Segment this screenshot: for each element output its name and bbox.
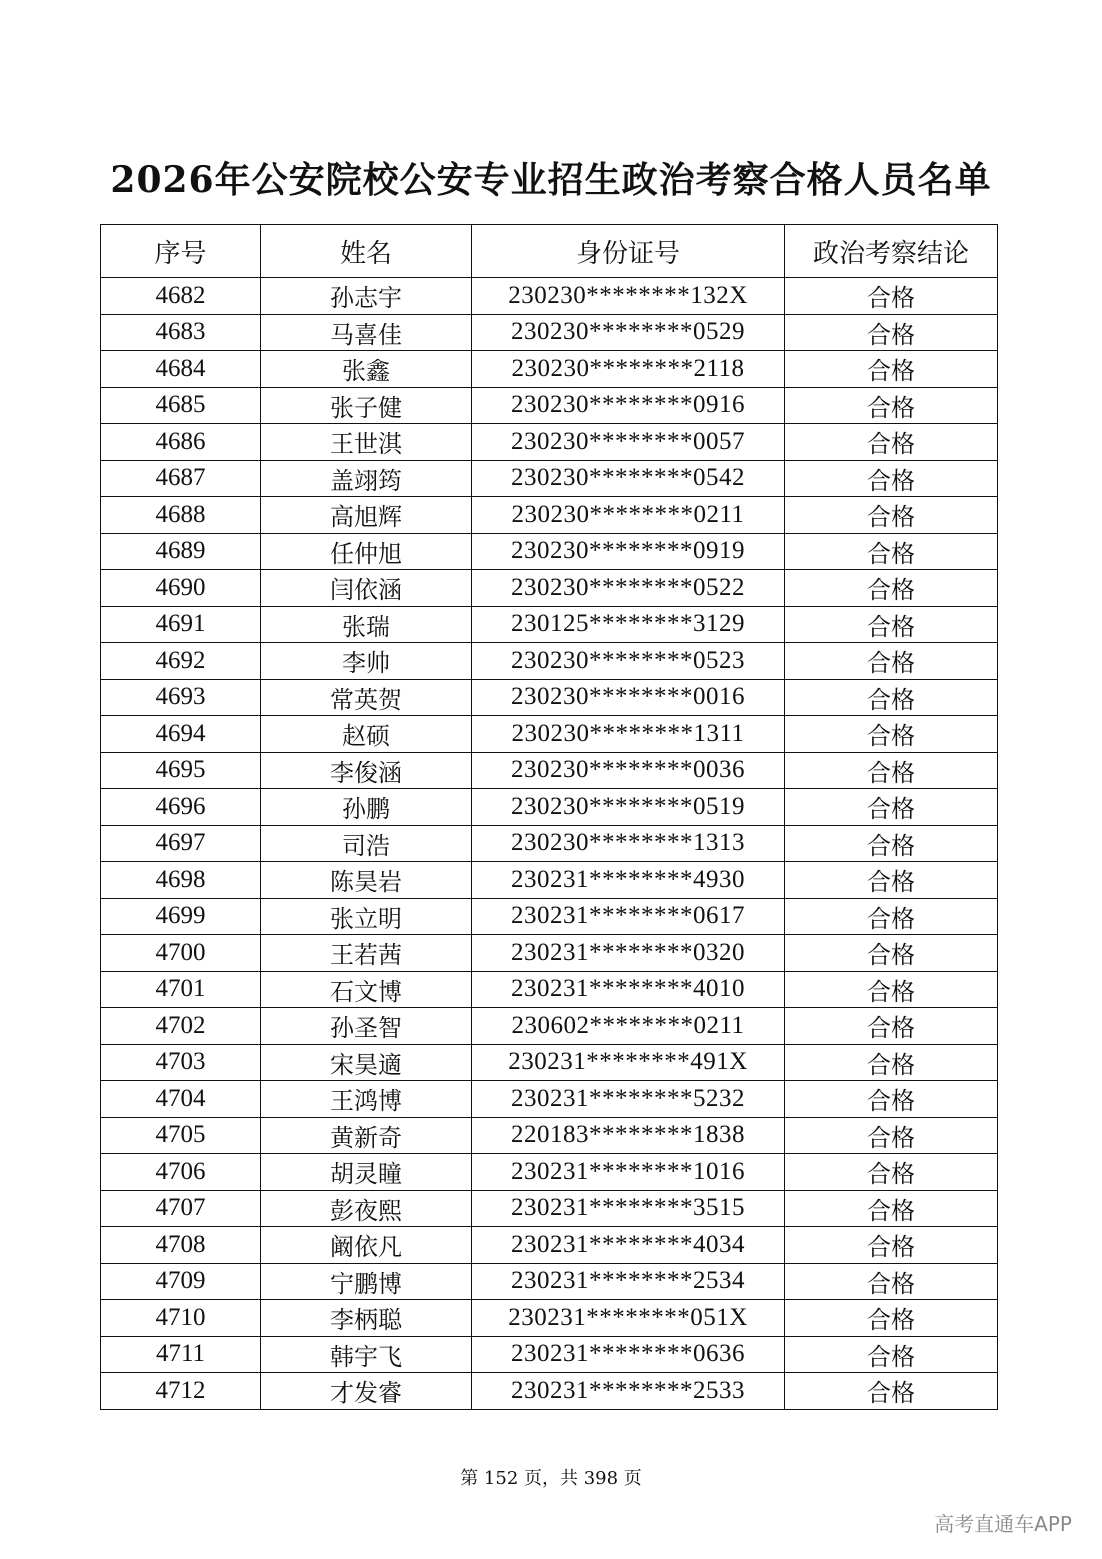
name-cell: 宁鹏博 [261, 1263, 472, 1300]
table-row [101, 497, 998, 534]
review-result-cell: 合格 [785, 752, 998, 789]
table-row [101, 716, 998, 753]
id-number-cell: 230230********0036 [472, 752, 785, 789]
serial-number-cell: 4685 [101, 387, 261, 424]
name-cell: 王若茜 [261, 935, 472, 972]
name-cell: 李帅 [261, 643, 472, 680]
name-cell: 赵硕 [261, 716, 472, 753]
id-number-cell: 230230********1311 [472, 716, 785, 753]
name-cell: 张瑞 [261, 606, 472, 643]
review-result-cell: 合格 [785, 1154, 998, 1191]
serial-number-cell: 4695 [101, 752, 261, 789]
review-result-cell: 合格 [785, 643, 998, 680]
table-row [101, 898, 998, 935]
id-number-cell: 230230********1313 [472, 825, 785, 862]
table-row [101, 825, 998, 862]
id-number-cell: 230231********3515 [472, 1190, 785, 1227]
review-result-cell: 合格 [785, 935, 998, 972]
serial-number-cell: 4682 [101, 278, 261, 315]
review-result-cell: 合格 [785, 1044, 998, 1081]
table-row [101, 1373, 998, 1410]
id-number-cell: 230231********0320 [472, 935, 785, 972]
header-name: 姓名 [261, 225, 472, 278]
name-cell: 孙鹏 [261, 789, 472, 826]
table-row [101, 1190, 998, 1227]
table-row [101, 606, 998, 643]
id-number-cell: 230231********0617 [472, 898, 785, 935]
review-result-cell: 合格 [785, 971, 998, 1008]
id-number-cell: 230231********4930 [472, 862, 785, 899]
table-row [101, 862, 998, 899]
name-cell: 李柄聪 [261, 1300, 472, 1337]
table-row [101, 1336, 998, 1373]
serial-number-cell: 4697 [101, 825, 261, 862]
review-result-cell: 合格 [785, 497, 998, 534]
name-cell: 任仲旭 [261, 533, 472, 570]
serial-number-cell: 4688 [101, 497, 261, 534]
review-result-cell: 合格 [785, 862, 998, 899]
name-cell: 王鸿博 [261, 1081, 472, 1118]
review-result-cell: 合格 [785, 1227, 998, 1264]
name-cell: 李俊涵 [261, 752, 472, 789]
id-number-cell: 230231********2534 [472, 1263, 785, 1300]
serial-number-cell: 4684 [101, 351, 261, 388]
id-number-cell: 230231********1016 [472, 1154, 785, 1191]
serial-number-cell: 4686 [101, 424, 261, 461]
review-result-cell: 合格 [785, 1081, 998, 1118]
page-number: 第 152 页，共 398 页 [460, 1468, 642, 1489]
review-result-cell: 合格 [785, 351, 998, 388]
review-result-cell: 合格 [785, 825, 998, 862]
name-cell: 张子健 [261, 387, 472, 424]
roster-table [100, 224, 998, 1410]
serial-number-cell: 4693 [101, 679, 261, 716]
serial-number-cell: 4698 [101, 862, 261, 899]
review-result-cell: 合格 [785, 533, 998, 570]
id-number-cell: 230230********0057 [472, 424, 785, 461]
id-number-cell: 230230********0919 [472, 533, 785, 570]
serial-number-cell: 4705 [101, 1117, 261, 1154]
id-number-cell: 230230********0211 [472, 497, 785, 534]
id-number-cell: 220183********1838 [472, 1117, 785, 1154]
id-number-cell: 230125********3129 [472, 606, 785, 643]
header-id-number: 身份证号 [472, 225, 785, 278]
name-cell: 胡灵瞳 [261, 1154, 472, 1191]
serial-number-cell: 4700 [101, 935, 261, 972]
name-cell: 王世淇 [261, 424, 472, 461]
serial-number-cell: 4689 [101, 533, 261, 570]
serial-number-cell: 4702 [101, 1008, 261, 1045]
id-number-cell: 230230********132X [472, 278, 785, 315]
review-result-cell: 合格 [785, 1008, 998, 1045]
serial-number-cell: 4692 [101, 643, 261, 680]
review-result-cell: 合格 [785, 898, 998, 935]
name-cell: 司浩 [261, 825, 472, 862]
serial-number-cell: 4711 [101, 1336, 261, 1373]
serial-number-cell: 4706 [101, 1154, 261, 1191]
id-number-cell: 230231********4010 [472, 971, 785, 1008]
serial-number-cell: 4687 [101, 460, 261, 497]
table-row [101, 971, 998, 1008]
name-cell: 马喜佳 [261, 314, 472, 351]
name-cell: 黄新奇 [261, 1117, 472, 1154]
document-title: 2026年公安院校公安专业招生政治考察合格人员名单 [110, 159, 992, 201]
table-row [101, 1227, 998, 1264]
review-result-cell: 合格 [785, 606, 998, 643]
name-cell: 盖翊筠 [261, 460, 472, 497]
serial-number-cell: 4701 [101, 971, 261, 1008]
table-row [101, 1154, 998, 1191]
table-header [101, 225, 998, 278]
serial-number-cell: 4708 [101, 1227, 261, 1264]
table-row [101, 314, 998, 351]
table-row [101, 570, 998, 607]
serial-number-cell: 4712 [101, 1373, 261, 1410]
name-cell: 才发睿 [261, 1373, 472, 1410]
serial-number-cell: 4691 [101, 606, 261, 643]
id-number-cell: 230231********4034 [472, 1227, 785, 1264]
name-cell: 韩宇飞 [261, 1336, 472, 1373]
table-row [101, 460, 998, 497]
watermark: 高考直通车APP [934, 1512, 1072, 1536]
name-cell: 常英贺 [261, 679, 472, 716]
table-row [101, 1263, 998, 1300]
serial-number-cell: 4709 [101, 1263, 261, 1300]
id-number-cell: 230230********0529 [472, 314, 785, 351]
id-number-cell: 230230********0519 [472, 789, 785, 826]
review-result-cell: 合格 [785, 1300, 998, 1337]
table-row [101, 1044, 998, 1081]
table-row [101, 1081, 998, 1118]
table-body [101, 278, 998, 1410]
name-cell: 彭夜熙 [261, 1190, 472, 1227]
id-number-cell: 230231********5232 [472, 1081, 785, 1118]
name-cell: 孙圣智 [261, 1008, 472, 1045]
table-row [101, 789, 998, 826]
table-row [101, 424, 998, 461]
id-number-cell: 230230********0542 [472, 460, 785, 497]
id-number-cell: 230230********0916 [472, 387, 785, 424]
name-cell: 阚依凡 [261, 1227, 472, 1264]
review-result-cell: 合格 [785, 314, 998, 351]
id-number-cell: 230230********0523 [472, 643, 785, 680]
review-result-cell: 合格 [785, 424, 998, 461]
id-number-cell: 230231********0636 [472, 1336, 785, 1373]
table-row [101, 351, 998, 388]
id-number-cell: 230230********0016 [472, 679, 785, 716]
serial-number-cell: 4710 [101, 1300, 261, 1337]
name-cell: 孙志宇 [261, 278, 472, 315]
review-result-cell: 合格 [785, 1336, 998, 1373]
name-cell: 闫依涵 [261, 570, 472, 607]
id-number-cell: 230230********0522 [472, 570, 785, 607]
serial-number-cell: 4694 [101, 716, 261, 753]
id-number-cell: 230231********491X [472, 1044, 785, 1081]
table-row [101, 387, 998, 424]
table-row [101, 935, 998, 972]
table-row [101, 533, 998, 570]
serial-number-cell: 4704 [101, 1081, 261, 1118]
id-number-cell: 230230********2118 [472, 351, 785, 388]
serial-number-cell: 4707 [101, 1190, 261, 1227]
name-cell: 陈昊岩 [261, 862, 472, 899]
name-cell: 石文博 [261, 971, 472, 1008]
review-result-cell: 合格 [785, 278, 998, 315]
serial-number-cell: 4696 [101, 789, 261, 826]
review-result-cell: 合格 [785, 1190, 998, 1227]
name-cell: 宋昊適 [261, 1044, 472, 1081]
header-review-result: 政治考察结论 [785, 225, 998, 278]
name-cell: 高旭辉 [261, 497, 472, 534]
table-row [101, 752, 998, 789]
review-result-cell: 合格 [785, 1117, 998, 1154]
table-row [101, 1300, 998, 1337]
serial-number-cell: 4683 [101, 314, 261, 351]
serial-number-cell: 4690 [101, 570, 261, 607]
id-number-cell: 230602********0211 [472, 1008, 785, 1045]
review-result-cell: 合格 [785, 679, 998, 716]
table-row [101, 1117, 998, 1154]
review-result-cell: 合格 [785, 570, 998, 607]
header-serial-number: 序号 [101, 225, 261, 278]
review-result-cell: 合格 [785, 716, 998, 753]
serial-number-cell: 4703 [101, 1044, 261, 1081]
table-row [101, 643, 998, 680]
review-result-cell: 合格 [785, 1263, 998, 1300]
review-result-cell: 合格 [785, 789, 998, 826]
review-result-cell: 合格 [785, 387, 998, 424]
table-row [101, 278, 998, 315]
name-cell: 张鑫 [261, 351, 472, 388]
serial-number-cell: 4699 [101, 898, 261, 935]
table-row [101, 1008, 998, 1045]
review-result-cell: 合格 [785, 1373, 998, 1410]
review-result-cell: 合格 [785, 460, 998, 497]
table-row [101, 679, 998, 716]
id-number-cell: 230231********051X [472, 1300, 785, 1337]
header-row [101, 225, 998, 278]
id-number-cell: 230231********2533 [472, 1373, 785, 1410]
name-cell: 张立明 [261, 898, 472, 935]
